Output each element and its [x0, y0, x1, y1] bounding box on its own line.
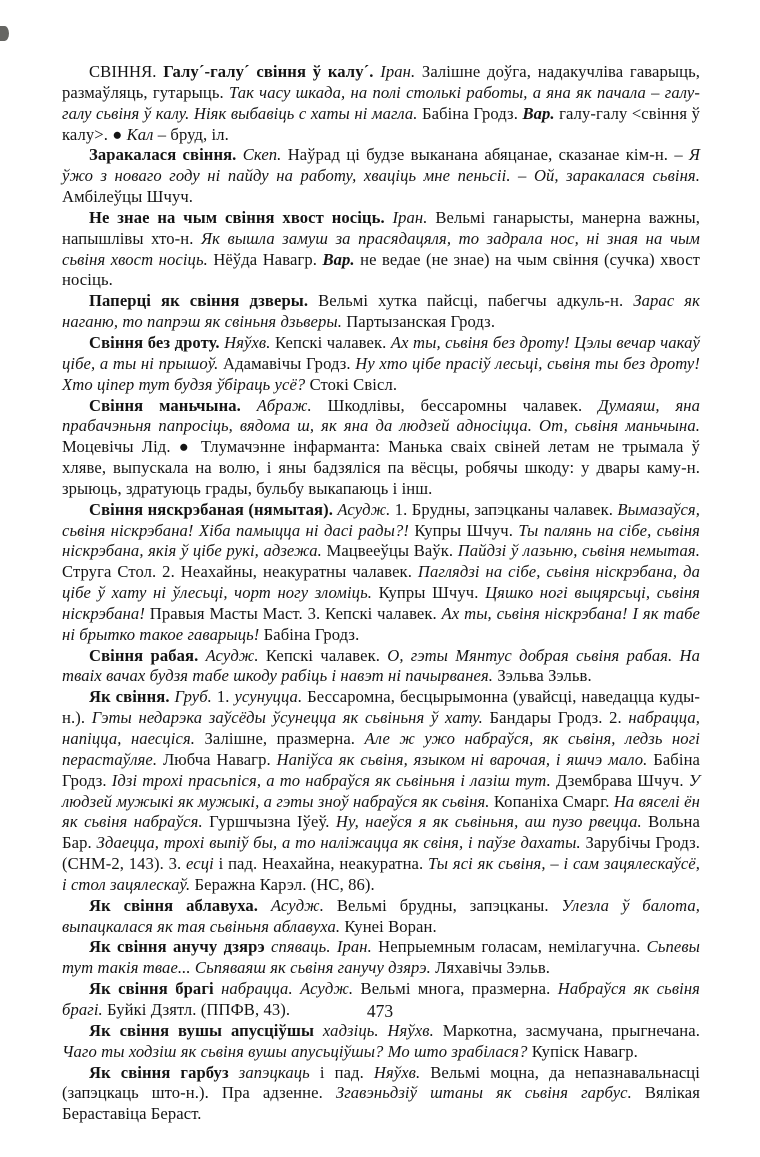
text-block	[62, 62, 700, 1125]
text-run: Свіння рабая.	[89, 645, 206, 665]
text-run: Амбілеўцы Шчуч.	[62, 187, 194, 207]
text-run: Вымазаўся, сьвіня ніскрэбана! Хіба памыцца ні дасі рады?!	[62, 499, 700, 540]
text-run: Купры Шчуч.	[378, 583, 486, 603]
text-run: Як свіння аблавуха.	[89, 895, 271, 915]
text-run: Кал	[126, 124, 158, 144]
text-run: Паглядзі на сібе, сьвіня ніскрэбана, да цібе ў хату ні ўлесьці, чорт ногу зломіць.	[62, 562, 700, 603]
text-run: Кепскі чалавек.	[274, 332, 391, 352]
paragraph	[62, 208, 700, 291]
text-run: і пад. Неахайна, неакуратна.	[218, 854, 429, 874]
text-run: Залішне, празмерна.	[204, 729, 365, 748]
text-run: запэцкаць	[238, 1062, 320, 1082]
text-run: набрацца, напіцца, наесціся.	[62, 708, 700, 748]
text-run: Абраж.	[256, 395, 328, 415]
paragraph	[62, 333, 700, 396]
text-run: Свіння маньчына.	[89, 395, 257, 415]
text-run: Але ж ужо набраўся, як сьвіня, ледзь ногі перастаўляе.	[62, 729, 700, 769]
text-run: усунуцца.	[234, 687, 308, 707]
text-run: Кунеі Воран.	[344, 916, 437, 936]
text-run: Любча Навагр.	[162, 749, 277, 769]
paragraph	[62, 687, 700, 895]
text-run: Скеп.	[242, 145, 288, 165]
text-run: Бабіна Гродз.	[422, 103, 523, 123]
scan-smudge-mark	[0, 26, 9, 41]
text-run: Ну хто цібе прасіў лесьці, сьвіня ты без дроту! Хто ціпер тут будзя ўбіраць усё?	[62, 353, 700, 394]
text-run: Цяшко ногі выцярсьці, сьвіня ніскрэбана!	[62, 583, 700, 623]
text-run: Як свіння анучу дзярэ	[89, 937, 272, 957]
text-run: Ідзі трохі прасьпіся, а то набраўся як сьвіньня і лазіш тут.	[111, 770, 556, 790]
text-run: Згавэньдзіў штаны як сьвіня гарбус.	[335, 1083, 645, 1103]
text-run: Дзембрава Шчуч.	[555, 770, 689, 790]
paragraph	[62, 145, 700, 208]
text-run: Гуршчызна Іўеў.	[209, 812, 336, 832]
text-run: Моцевічы Лід. ● Тлумачэнне інфарманта: Манька сваіх свіней летам не трымала ў хляве, выпускала на волю, і яны бадзяліся па вёсцы, робячы шкоду: у двары каму-н. зрыюць, здратуюць грады, бульбу выкапаюць і інш.	[62, 437, 700, 498]
text-run: Зарубічы Гродз. (СНМ-2, 143). 3.	[62, 833, 700, 874]
text-run: Зарас як наганю, то папрэш як свіньня дзьверы.	[62, 291, 700, 332]
text-run: Напіўса як сьвіня, языком ні варочая, і яшчэ мало.	[276, 749, 654, 769]
text-run: Мацвееўцы Ваўк.	[326, 541, 458, 561]
text-run: Струга Стол. 2. Неахайны, неакуратны чалавек.	[62, 562, 418, 582]
text-run: Так часу шкада, на полі столькі работы, а яна як пачала – галу-галу сьвіня ў калу. Ніяк выбавіць с хаты ні магла.	[62, 82, 700, 123]
text-run: Вар.	[522, 103, 560, 123]
text-run: Улезла ў балота, выпацкалася як тая сьвіньня аблавуха.	[62, 895, 700, 936]
text-run: і пад.	[319, 1062, 374, 1082]
text-run: есці	[186, 854, 219, 874]
paragraph	[62, 1021, 700, 1063]
text-run: О, гэты Мянтус добрая сьвіня рабая. На тваіх вачах будзя табе шкоду рабіць і навэт ні пачырванея.	[62, 645, 700, 686]
text-run: Як вышла замуш за прасядацяля, то задрала нос, ні зная на чым сьвіня хвост носіць.	[62, 228, 700, 269]
text-run: 1. Брудны, запэцканы чалавек.	[394, 499, 618, 519]
text-run: – Я ўжо з новаго году ні пайду на работу, хваціць мне пеньсіі. – Ой, заракалася сьвіня.	[62, 145, 700, 186]
text-run: Стокі Свісл.	[309, 374, 398, 394]
text-run: Няўхв.	[373, 1062, 431, 1082]
text-run: Нёўда Навагр.	[213, 249, 323, 269]
text-run: хадзіць. Няўхв.	[322, 1020, 443, 1040]
text-run: Наўрад ці будзе выканана абяцанае, сказанае кім-н.	[287, 145, 675, 165]
text-run: Партызанская Гродз.	[346, 312, 496, 332]
text-run: Асудж.	[337, 499, 395, 519]
text-run: Вольна Бар.	[62, 812, 700, 853]
text-run: Залішне доўга, надакучліва гаварыць, размаўляць, гутарыць.	[62, 62, 701, 102]
text-run: Свіння без дроту.	[89, 332, 225, 352]
text-run: Непрыемным голасам, немілагучна.	[378, 937, 647, 957]
text-run: Галу´-галу´ свіння ў калу´.	[163, 62, 381, 81]
paragraph	[62, 1063, 700, 1126]
paragraph	[62, 896, 700, 938]
text-run: Беражна Карэл. (НС, 86).	[194, 874, 375, 894]
text-run: На вяселі ён як сьвіня набраўся.	[62, 791, 700, 832]
text-run: СВІННЯ.	[89, 62, 164, 81]
text-run: Вельмі хутка пайсці, пабегчы адкуль-н.	[318, 291, 634, 311]
text-run: Кепскі чалавек.	[265, 645, 388, 665]
text-run: Думаяш, яна прабачэньня папросіць, вядома ш, як яна да людзей адносіцца. От, сьвіня маньчына.	[62, 395, 700, 436]
paragraph	[62, 646, 700, 688]
text-run: Купры Шчуч.	[414, 520, 519, 540]
text-run: Вельмі брудны, запэцканы.	[336, 895, 562, 915]
paragraph	[62, 937, 700, 979]
text-run: Ах ты, сьвіня ніскрэбана! І як табе ні брытко такое гаварыць!	[62, 603, 700, 644]
text-run: не ведае (не знае) на чым свіння (сучка) хвост носіць.	[62, 249, 701, 290]
text-run: Копаніха Смарг.	[493, 791, 614, 811]
text-run: Вельмі ганарысты, манерна важны, напышлівы хто-н.	[62, 207, 700, 248]
text-run: Пайдзі ў лазьню, сьвіня немытая.	[457, 541, 700, 561]
text-run: Вар.	[322, 249, 361, 269]
text-run: Бабіна Гродз.	[62, 749, 701, 790]
text-run: Вельмі многа, празмерна.	[360, 979, 558, 999]
text-run: Як свіння вушы апусціўшы	[89, 1020, 323, 1040]
text-run: Як свіння.	[89, 687, 175, 707]
text-run: Вельмі моцна, да непазнавальнасці (запэцкаць што-н.). Пра адзенне.	[62, 1062, 700, 1103]
text-run: Ты ясі як сьвіня, – і сам зацялескаўсё, і стол зацялескаў.	[62, 854, 700, 894]
paragraph	[62, 396, 700, 500]
paragraph	[62, 291, 700, 333]
text-run: Маркотна, засмучана, прыгнечана.	[442, 1020, 700, 1040]
paragraph	[62, 62, 700, 145]
text-run: Свіння няскрэбаная (нямытая).	[89, 499, 338, 519]
text-run: Набраўся як сьвіня брагі.	[62, 979, 700, 1019]
text-run: Адамавічы Гродз.	[223, 353, 356, 373]
text-run: Не знае на чым свіння хвост носіць.	[89, 207, 393, 227]
text-run: Як свіння брагі	[89, 979, 222, 999]
text-run: Груб.	[174, 687, 217, 707]
page-number: 473	[366, 1001, 394, 1021]
text-run: спяваць. Іран.	[271, 937, 379, 957]
text-run: Бандары Гродз. 2.	[489, 708, 629, 728]
text-run: Ляхавічы Зэльв.	[435, 958, 551, 978]
text-run: Ну, наеўся я як сьвіньня, аш пузо рвецца.	[335, 812, 649, 832]
text-run: Чаго ты ходзіш як сьвіня вушы апусьціўшы? Мо што зрабілася?	[62, 1041, 532, 1061]
text-run: Бессаромна, бесцырымонна (увайсці, наведацца куды-н.).	[62, 687, 700, 728]
paragraph	[62, 500, 700, 646]
text-run: Ты палянь на сібе, сьвіня ніскрэбана, якія ў цібе рукі, адзежа.	[62, 520, 700, 561]
text-run: Як свіння гарбуз	[89, 1062, 239, 1082]
text-run: Асудж.	[270, 895, 337, 915]
text-run: Асудж.	[205, 645, 266, 665]
text-run: Правыя Масты Маст. 3. Кепскі чалавек.	[149, 603, 442, 623]
text-run: Купіск Навагр.	[531, 1041, 638, 1061]
text-run: Зэльва Зэльв.	[497, 666, 592, 686]
text-run: Шкодлівы, бессаромны чалавек.	[327, 395, 599, 415]
text-run: Бабіна Гродз.	[263, 624, 360, 644]
text-run: галу-галу <свіння ў калу>. ●	[62, 103, 700, 144]
text-run: Ах ты, сьвіня без дроту! Цэлы вечар чакаў цібе, а ты ні прышоў.	[62, 332, 700, 373]
text-run: Здаецца, трохі выпіў бы, а то наліжацца як свіня, і паўзе дахаты.	[96, 833, 586, 853]
text-run: Сьпевы тут такія твае... Сьпяваяш як сьвіня ганучу дзярэ.	[62, 937, 700, 978]
text-run: Паперці як свіння дзверы.	[89, 291, 319, 311]
text-run: Няўхв.	[224, 332, 275, 352]
text-run: Заракалася свіння.	[89, 145, 243, 165]
text-run: 1.	[216, 687, 235, 707]
text-run: Іран.	[380, 62, 422, 81]
text-run: У людзей мужыкі як мужыкі, а гэты зноў набраўся як сьвіня.	[62, 770, 700, 811]
text-run: Гэты недарэка заўсёды ўсунецца як сьвіньня ў хату.	[91, 708, 490, 728]
text-run: – бруд, іл.	[157, 124, 229, 144]
text-run: Іран.	[392, 207, 436, 227]
text-run: набрацца. Асудж.	[221, 979, 361, 999]
text-run: Буйкі Дзятл. (ППФВ, 43).	[107, 999, 291, 1019]
text-run: Вялікая Бераставіца Бераст.	[62, 1083, 700, 1124]
